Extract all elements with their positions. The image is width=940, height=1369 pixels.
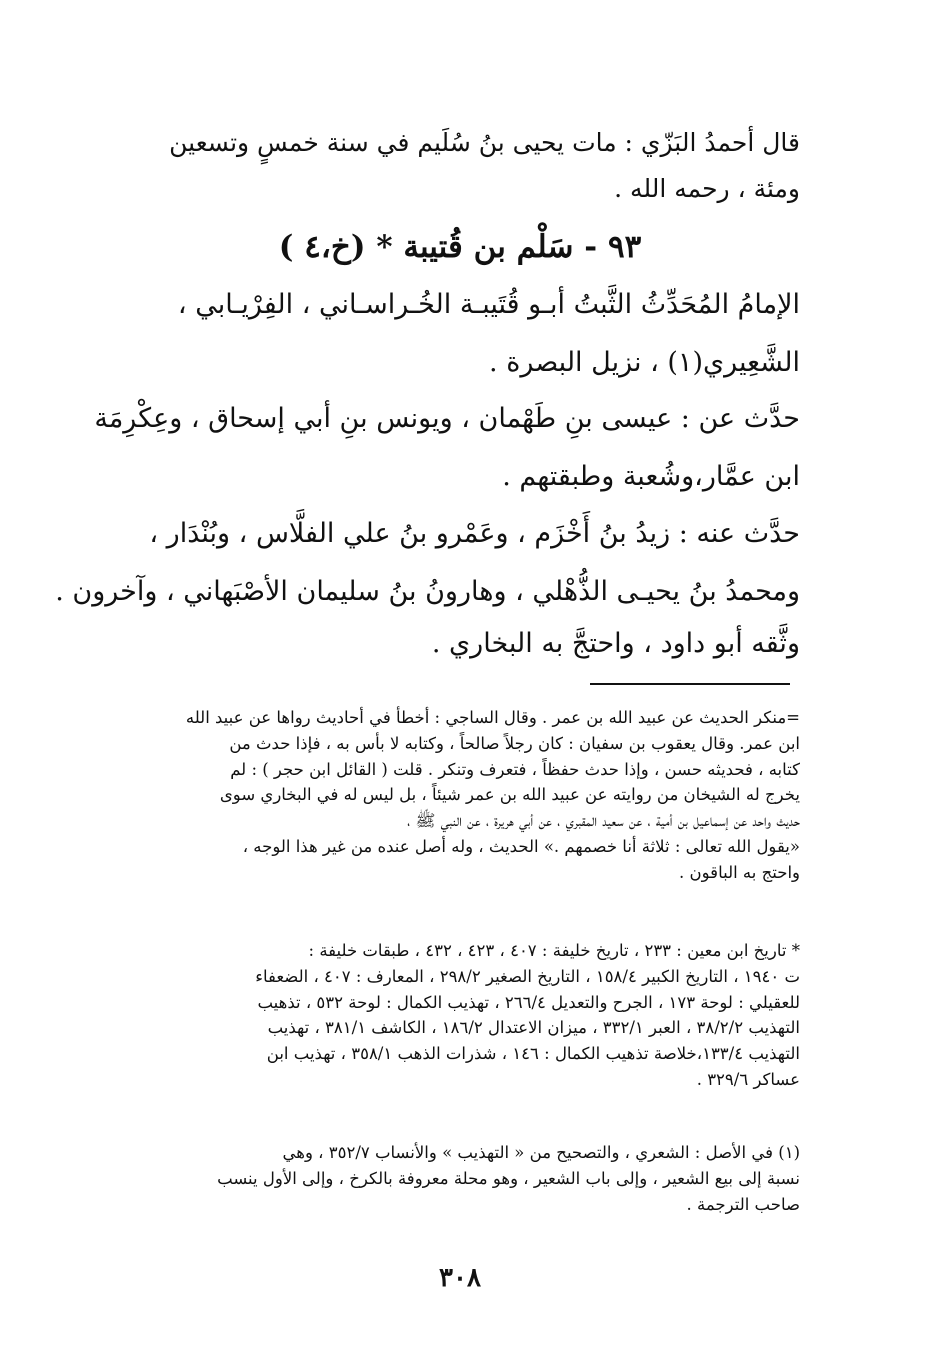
text-line: ابن عمَّار،وشُعبة وطبقتهم . bbox=[502, 461, 800, 492]
text-line: صاحب الترجمة . bbox=[686, 1194, 800, 1214]
text-line: قال أحمدُ البَزّي : مات يحيى بنُ سُلَيم في سنة خمسٍ وتسعين bbox=[169, 128, 800, 157]
text-line: واحتج به الباقون . bbox=[679, 862, 800, 882]
text-line: * تاريخ ابن معين : ٢٣٣ ، تاريخ خليفة : ٤٠٧ ، ٤٢٣ ، ٤٣٢ ، طبقات خليفة : bbox=[308, 941, 800, 960]
trust-paragraph bbox=[120, 615, 800, 673]
text-line: ت ١٩٤٠ ، التاريخ الكبير ١٥٨/٤ ، التاريخ الصغير ٢٩٨/٢ ، المعارف : ٤٠٧ ، الضعفاء bbox=[255, 966, 800, 986]
text-line: التهذيب ١٣٣/٤،خلاصة تذهيب الكمال : ١٤٦ ، شذرات الذهب ٣٥٨/١ ، تهذيب ابن bbox=[266, 1044, 800, 1064]
intro-paragraph bbox=[120, 120, 800, 212]
text-line: حدَّث عنه : زيدُ بنُ أَخْزَم ، وعَمْرو بنُ علي الفلَّاس ، وبُنْدَار ، bbox=[149, 518, 800, 549]
text-line: (١) في الأصل : الشعري ، والتصحيح من « التهذيب » والأنساب ٣٥٢/٧ ، وهي bbox=[282, 1143, 800, 1162]
entry-heading: ٩٣ - سَلْم بن قُتيبة * (خ،٤ ) bbox=[278, 229, 642, 265]
biography-paragraph bbox=[120, 276, 800, 392]
text-line: ابن عمر. وقال يعقوب بن سفيان : كان رجلاً صالحاً ، وكتابه لا بأس به ، فإذا حدث من bbox=[229, 733, 800, 753]
text-line: ومحمدُ بنُ يحيـى الذُّهْلي ، وهارونُ بنُ سليمان الأصْبَهاني ، وآخرون . bbox=[55, 576, 800, 607]
text-line: ومئة ، رحمه الله . bbox=[614, 174, 800, 203]
page-number: ٣٠٨ bbox=[439, 1263, 481, 1293]
text-line: «يقول الله تعالى : ثلاثة أنا خصمهم .» الحديث ، وله أصل عنده من غير هذا الوجه ، bbox=[242, 836, 800, 856]
text-line: كتابه ، فحديثه حسن ، وإذا حدث حفظاً ، فتعرف وتنكر . قلت ( القائل ابن حجر ) : لم bbox=[230, 759, 800, 779]
footnote-continued bbox=[120, 705, 800, 886]
text-line: وثَّقه أبو داود ، واحتجَّ به البخاري . bbox=[431, 628, 800, 659]
text-line: الإمامُ المُحَدِّثُ الثَّبتُ أبـو قُتَيبـة الخُـراسـاني ، الفِرْيـابي ، bbox=[177, 289, 800, 320]
text-line: حدَّث عن : عيسى بنِ طَهْمان ، ويونس بنِ أبي إسحاق ، وعِكْرِمَة bbox=[94, 403, 800, 434]
footnote-1 bbox=[120, 1140, 800, 1217]
text-line: للعقيلي : لوحة ١٧٣ ، الجرح والتعديل ٢٦٦/٤ ، تهذيب الكمال : لوحة ٥٣٢ ، تذهيب bbox=[257, 992, 800, 1012]
text-line: نسبة إلى بيع الشعير ، وإلى باب الشعير ، وهو محلة معروفة بالكرخ ، وإلى الأول ينسب bbox=[217, 1168, 800, 1188]
text-line: =منكر الحديث عن عبيد الله بن عمر . وقال الساجي : أخطأ في أحاديث رواها عن عبيد الله bbox=[185, 708, 800, 727]
teachers-paragraph bbox=[94, 390, 800, 506]
footnote-separator bbox=[590, 683, 790, 685]
text-line: حديث واحد عن إسماعيل بن أمية ، عن سعيد المقبري ، عن أبي هريرة ، عن النبي ﷺ ، bbox=[407, 811, 800, 831]
students-paragraph bbox=[55, 505, 800, 621]
text-line: الشَّعِيري(١) ، نزيل البصرة . bbox=[489, 347, 800, 378]
footnote-sources bbox=[120, 938, 800, 1093]
text-line: التهذيب ٣٨/٢/٢ ، العبر ٣٣٢/١ ، ميزان الاعتدال ١٨٦/٢ ، الكاشف ٣٨١/١ ، تهذيب bbox=[267, 1018, 800, 1038]
text-line: عساكر ٣٢٩/٦ . bbox=[696, 1069, 800, 1089]
text-line: يخرج له الشيخان من روايته عن عبيد الله بن عمر شيئاً ، بل ليس له في البخاري سوى bbox=[219, 785, 800, 805]
